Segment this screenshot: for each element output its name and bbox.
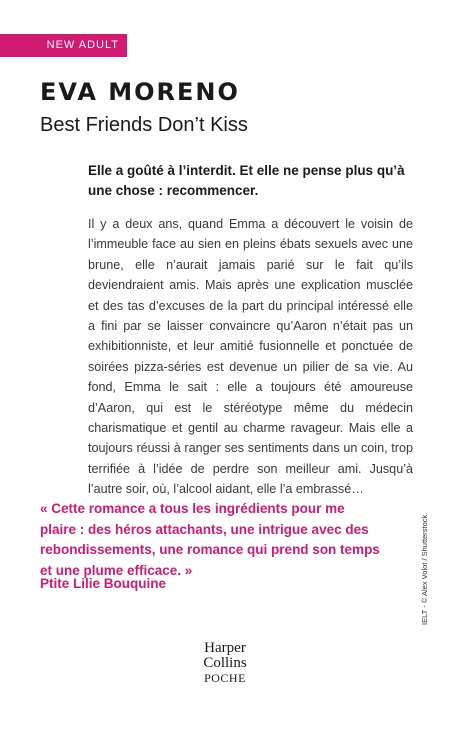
photo-credit: IELT - © Alex Volot / Shutterstock	[420, 514, 429, 625]
publisher-logo-line3: POCHE	[204, 671, 246, 685]
review-quote: « Cette romance a tous les ingrédients pour me plaire : des héros attachants, une intrigue avec des rebondissements, une romance qui prend son temps et une plume efficace. »	[40, 501, 380, 578]
publisher-logo	[185, 641, 265, 686]
author-name: EVA MORENO	[40, 78, 240, 106]
genre-tag-label: NEW ADULT	[46, 39, 119, 51]
synopsis-paragraph: Il y a deux ans, quand Emma a découvert le voisin de l’immeuble face au sien en pleins ébats sexuels avec une brune, elle n’aurait jamais parié sur le fait qu’ils deviendraient amis. Mais après une explication musclée et des tas d’excuses de la part du principal intéressé elle a fini par se laisser convaincre qu’Aaron n’était pas un exhibitionniste, et leur amitié fusionnelle et ponctuée de soirées pizza-séries est devenue un pilier de sa vie. Au fond, Emma le sait : elle a toujours été amoureuse d’Aaron, qui est le stéréotype même du médecin charismatique et gentil au charme ravageur. Mais elle a toujours réussi à ranger ses sentiments dans un coin, trop terrifiée à l’idée de perdre son meilleur ami. Jusqu’à l’autre soir, où, l’alcool aidant, elle l’a embrassé…	[88, 217, 413, 497]
genre-tag	[0, 34, 127, 57]
book-title: Best Friends Don’t Kiss	[40, 114, 248, 136]
publisher-logo-line2: Collins	[203, 655, 247, 671]
lead-paragraph: Elle a goûté à l’interdit. Et elle ne pense plus qu’à une chose : recommencer.	[88, 163, 405, 198]
publisher-logo-line1: Harper	[204, 640, 246, 656]
review-quote-author: Ptite Lilie Bouquine	[40, 576, 167, 591]
